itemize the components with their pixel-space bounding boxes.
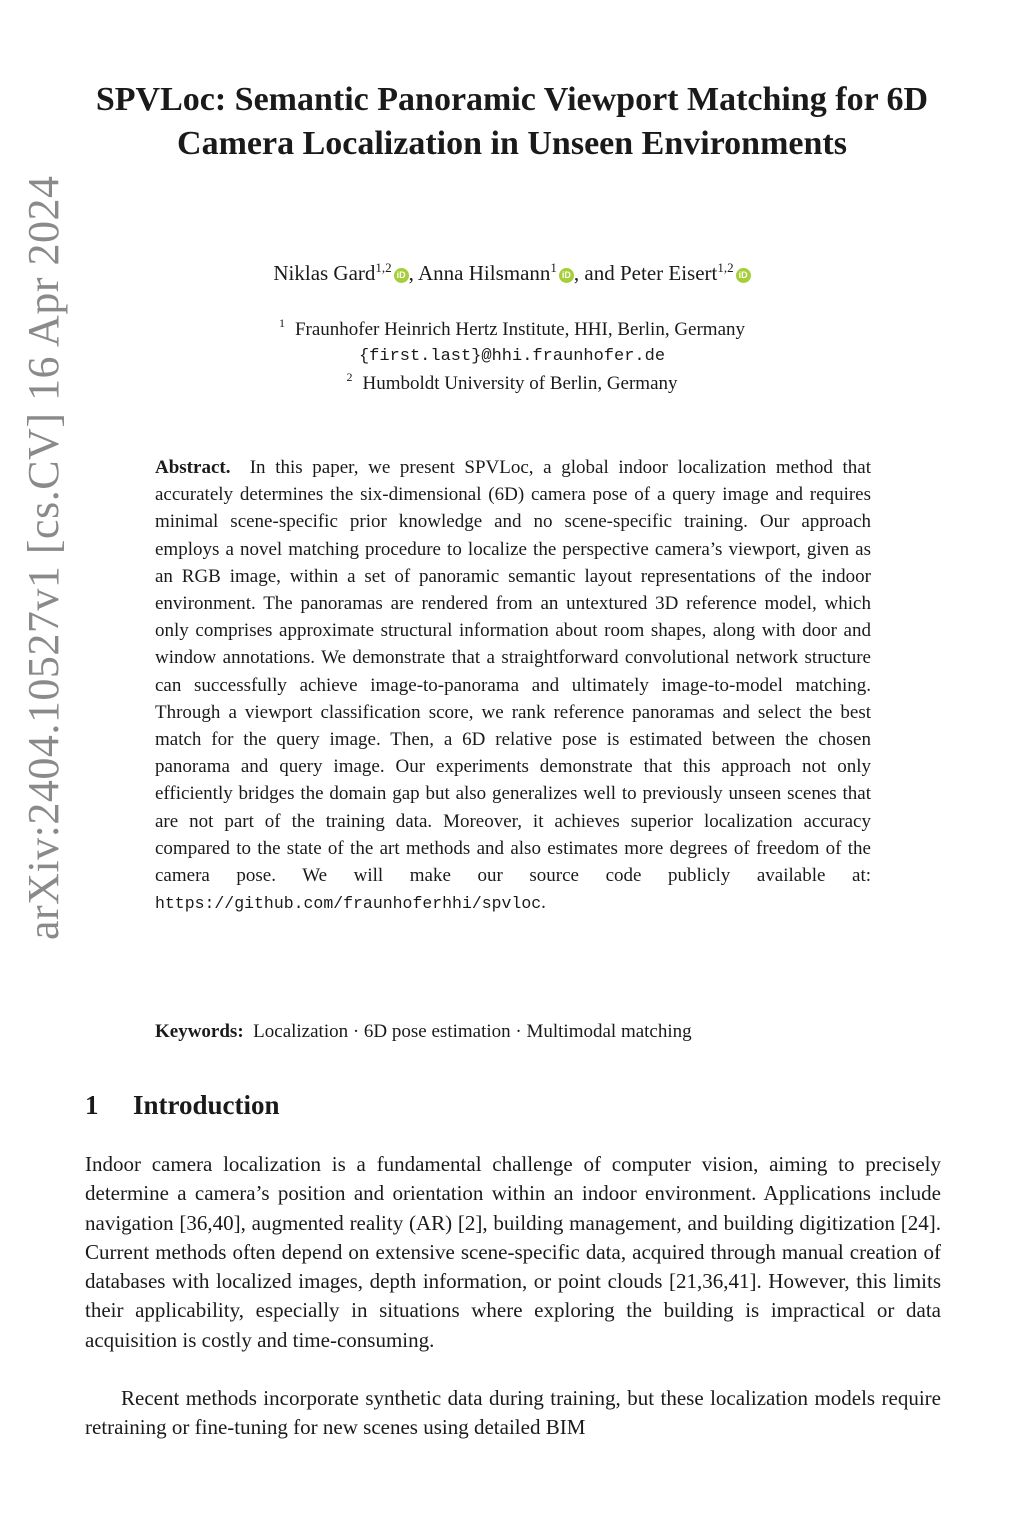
affiliation-text: Humboldt University of Berlin, Germany [362, 373, 678, 394]
orcid-icon[interactable]: iD [394, 268, 409, 283]
orcid-icon[interactable]: iD [559, 268, 574, 283]
keywords-label: Keywords: [155, 1021, 244, 1042]
body-paragraph-1: Indoor camera localization is a fundamental challenge of computer vision, aiming to precisely determine a camera’s position and orientation within an indoor environment. Applications include navigation [36,40], augmented reality (AR) [2], building management, and building digitization [24]. Current methods often depend on extensive scene-specific data, acquired through manual creation of databases with localized images, depth information, or point clouds [21,36,41]. However, this limits their applicability, especially in situations where exploring the building is impractical or data acquisition is costly and time-consuming. [85, 1152, 941, 1352]
author-2 [418, 261, 574, 285]
author-name: Niklas Gard [273, 261, 376, 285]
affiliation-2 [82, 370, 942, 395]
author-affiliation-mark: 1 [550, 260, 557, 275]
keywords-text: Localization · 6D pose estimation · Multimodal matching [253, 1021, 692, 1042]
abstract-text: In this paper, we present SPVLoc, a global indoor localization method that accurately determines the six-dimensional (6D) camera pose of a query image and requires minimal scene-specific prior knowledge and no scene-specific training. Our approach employs a novel matching procedure to localize the perspective camera’s viewport, given as an RGB image, within a set of panoramic semantic layout representations of the indoor environment. The panoramas are rendered from an untextured 3D reference model, which only comprises approximate structural information about room shapes, along with door and window annotations. We demonstrate that a straightforward convolutional network structure can successfully achieve image-to-panorama and ultimately image-to-model matching. Through a viewport classification score, we rank reference panoramas and select the best match for the query image. Then, a 6D relative pose is estimated between the chosen panorama and query image. Our experiments demonstrate that this approach not only efficiently bridges the domain gap but also generalizes well to previously unseen scenes that are not part of the training data. Moreover, it achieves superior localization accuracy compared to the state of the art methods and also estimates more degrees of freedom of the camera pose. We will make our source code publicly available at: [155, 457, 872, 887]
body-paragraph-2: Recent methods incorporate synthetic data during training, but these localization models require retraining or fine-tuning for new scenes using detailed BIM [85, 1386, 941, 1440]
affiliation-1 [82, 316, 942, 341]
section-number: 1 [85, 1090, 99, 1120]
email-line [82, 344, 942, 366]
author-list [82, 260, 942, 286]
author-affiliation-mark: 1,2 [375, 260, 392, 275]
paper-title: SPVLoc: Semantic Panoramic Viewport Matching for 6D Camera Localization in Unseen Environments [95, 81, 929, 162]
orcid-icon[interactable]: iD [736, 268, 751, 283]
keywords [155, 1021, 871, 1043]
author-email[interactable]: {first.last}@hhi.fraunhofer.de [358, 347, 666, 366]
author-affiliation-mark: 1,2 [717, 260, 734, 275]
section-heading [85, 1090, 280, 1121]
affiliation-mark: 2 [346, 370, 353, 384]
author-separator: , [408, 261, 419, 285]
affiliation-text: Fraunhofer Heinrich Hertz Institute, HHI, Berlin, Germany [294, 319, 746, 340]
author-separator: , and [573, 261, 620, 285]
abstract-label: Abstract. [155, 457, 231, 478]
author-1 [273, 261, 408, 285]
abstract-end: . [541, 892, 546, 914]
author-name: Anna Hilsmann [418, 261, 551, 285]
arxiv-identifier-stamp: arXiv:2404.10527v1 [cs.CV] 16 Apr 2024 [19, 175, 68, 940]
affiliation-mark: 1 [278, 316, 285, 330]
section-title: Introduction [133, 1090, 280, 1120]
abstract [155, 454, 871, 917]
author-3 [620, 261, 751, 285]
source-code-link[interactable]: https://github.com/fraunhoferhhi/spvloc [155, 894, 542, 914]
author-name: Peter Eisert [620, 261, 718, 285]
